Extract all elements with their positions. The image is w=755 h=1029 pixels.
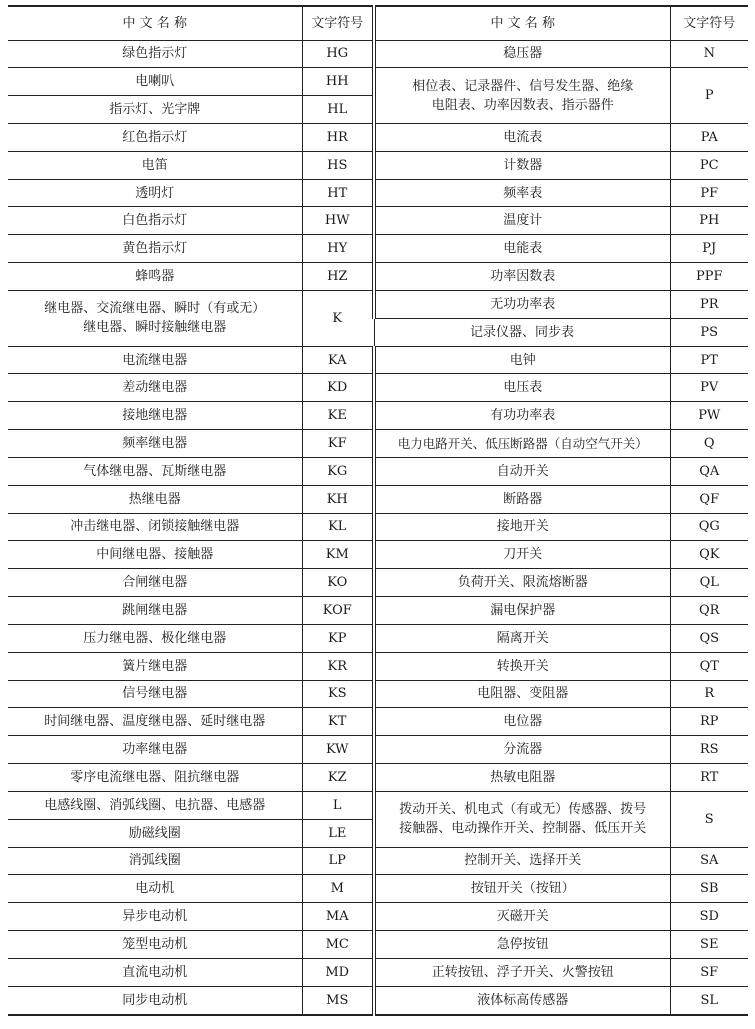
right-name-cell-multiline	[374, 68, 670, 124]
table-row	[8, 791, 748, 819]
right-symbol-cell: QG	[670, 513, 748, 541]
left-name-line: 继电器、交流继电器、瞬时（有或无）	[44, 301, 266, 317]
table-row	[8, 68, 748, 96]
left-name-cell: 功率继电器	[8, 736, 302, 764]
right-name-cell: 稳压器	[374, 40, 670, 68]
table-row	[8, 875, 748, 903]
right-symbol-cell: PR	[670, 290, 748, 318]
right-symbol-header: 文字符号	[670, 6, 748, 40]
right-symbol-cell: SL	[670, 986, 748, 1015]
table-row	[8, 652, 748, 680]
right-symbol-cell: S	[670, 791, 748, 847]
left-name-cell: 黄色指示灯	[8, 235, 302, 263]
right-name-line: 接触器、电动操作开关、控制器、低压开关	[399, 821, 647, 837]
left-symbol-cell: KF	[302, 430, 374, 458]
left-symbol-cell: MS	[302, 986, 374, 1015]
table-row	[8, 986, 748, 1015]
table-row	[8, 708, 748, 736]
right-symbol-cell: PJ	[670, 235, 748, 263]
left-name-cell: 白色指示灯	[8, 207, 302, 235]
left-name-cell: 同步电动机	[8, 986, 302, 1015]
symbol-table	[8, 5, 748, 1016]
left-symbol-cell: HS	[302, 151, 374, 179]
left-name-cell: 电流继电器	[8, 346, 302, 374]
left-symbol-cell: KS	[302, 680, 374, 708]
left-name-cell: 电喇叭	[8, 68, 302, 96]
left-name-cell: 气体继电器、瓦斯继电器	[8, 457, 302, 485]
right-symbol-cell: QR	[670, 597, 748, 625]
right-name-cell: 温度计	[374, 207, 670, 235]
right-symbol-cell: QF	[670, 485, 748, 513]
left-name-cell: 电感线圈、消弧线圈、电抗器、电感器	[8, 791, 302, 819]
left-symbol-cell: HH	[302, 68, 374, 96]
right-symbol-cell: N	[670, 40, 748, 68]
table-header-row	[8, 6, 748, 40]
right-name-cell: 转换开关	[374, 652, 670, 680]
left-symbol-header: 文字符号	[302, 6, 374, 40]
right-symbol-cell: PF	[670, 179, 748, 207]
left-symbol-cell: HZ	[302, 263, 374, 291]
right-symbol-cell: SF	[670, 958, 748, 986]
right-symbol-cell: QT	[670, 652, 748, 680]
left-symbol-cell: KM	[302, 541, 374, 569]
left-symbol-cell: MD	[302, 958, 374, 986]
table-row	[8, 40, 748, 68]
right-symbol-cell: SB	[670, 875, 748, 903]
left-name-cell: 红色指示灯	[8, 123, 302, 151]
left-symbol-cell: HT	[302, 179, 374, 207]
left-name-cell: 消弧线圈	[8, 847, 302, 875]
table-row	[8, 736, 748, 764]
left-symbol-cell: LP	[302, 847, 374, 875]
left-name-cell: 零序电流继电器、阻抗继电器	[8, 764, 302, 792]
right-symbol-cell: PV	[670, 374, 748, 402]
table-row	[8, 931, 748, 959]
right-name-cell: 计数器	[374, 151, 670, 179]
right-name-cell: 功率因数表	[374, 263, 670, 291]
right-symbol-cell: P	[670, 68, 748, 124]
right-name-cell: 电钟	[374, 346, 670, 374]
right-name-cell: 急停按钮	[374, 931, 670, 959]
left-symbol-cell: KZ	[302, 764, 374, 792]
table-row	[8, 346, 748, 374]
right-name-cell: 电压表	[374, 374, 670, 402]
right-symbol-cell: QK	[670, 541, 748, 569]
right-name-cell: 频率表	[374, 179, 670, 207]
left-name-cell-multiline	[8, 290, 302, 346]
right-name-cell: 正转按钮、浮子开关、火警按钮	[374, 958, 670, 986]
left-name-cell: 频率继电器	[8, 430, 302, 458]
table-row	[8, 263, 748, 291]
table-row	[8, 597, 748, 625]
left-name-cell: 热继电器	[8, 485, 302, 513]
left-symbol-cell: KA	[302, 346, 374, 374]
table-row	[8, 541, 748, 569]
table-row	[8, 207, 748, 235]
right-name-cell: 漏电保护器	[374, 597, 670, 625]
table-row	[8, 402, 748, 430]
right-name-line: 相位表、记录器件、信号发生器、绝缘	[412, 78, 634, 94]
left-symbol-cell: L	[302, 791, 374, 819]
left-name-cell: 信号继电器	[8, 680, 302, 708]
left-symbol-cell: MA	[302, 903, 374, 931]
left-symbol-cell: MC	[302, 931, 374, 959]
left-name-cell: 簧片继电器	[8, 652, 302, 680]
right-symbol-cell: RS	[670, 736, 748, 764]
right-symbol-cell: R	[670, 680, 748, 708]
right-symbol-cell: Q	[670, 430, 748, 458]
right-name-cell: 断路器	[374, 485, 670, 513]
table-row	[8, 958, 748, 986]
right-name-cell: 灭磁开关	[374, 903, 670, 931]
left-symbol-cell: LE	[302, 819, 374, 847]
table-row	[8, 151, 748, 179]
table-row	[8, 235, 748, 263]
left-symbol-cell: M	[302, 875, 374, 903]
right-symbol-cell: RP	[670, 708, 748, 736]
right-symbol-cell: QA	[670, 457, 748, 485]
left-name-cell: 励磁线圈	[8, 819, 302, 847]
left-symbol-cell: K	[302, 290, 374, 346]
left-symbol-cell: KT	[302, 708, 374, 736]
left-name-cell: 绿色指示灯	[8, 40, 302, 68]
left-symbol-cell: KL	[302, 513, 374, 541]
left-symbol-cell: KH	[302, 485, 374, 513]
right-symbol-cell: PA	[670, 123, 748, 151]
right-name-cell: 按钮开关（按钮）	[374, 875, 670, 903]
right-name-cell: 电位器	[374, 708, 670, 736]
right-symbol-cell: SE	[670, 931, 748, 959]
left-name-cell: 合闸继电器	[8, 569, 302, 597]
right-name-header: 中 文 名 称	[374, 6, 670, 40]
right-name-cell: 负荷开关、限流熔断器	[374, 569, 670, 597]
right-name-cell: 热敏电阻器	[374, 764, 670, 792]
left-name-cell: 压力继电器、极化继电器	[8, 624, 302, 652]
left-name-cell: 指示灯、光字牌	[8, 96, 302, 124]
right-symbol-cell: PW	[670, 402, 748, 430]
table-row	[8, 179, 748, 207]
right-name-cell: 无功功率表	[374, 290, 670, 318]
right-symbol-cell: SA	[670, 847, 748, 875]
right-symbol-cell: QL	[670, 569, 748, 597]
right-name-cell-multiline	[374, 791, 670, 847]
right-name-cell: 电流表	[374, 123, 670, 151]
left-symbol-cell: KP	[302, 624, 374, 652]
left-symbol-cell: KOF	[302, 597, 374, 625]
table-row	[8, 764, 748, 792]
table-row	[8, 680, 748, 708]
left-name-cell: 直流电动机	[8, 958, 302, 986]
left-name-cell: 电笛	[8, 151, 302, 179]
right-symbol-cell: PC	[670, 151, 748, 179]
right-name-cell: 自动开关	[374, 457, 670, 485]
right-symbol-cell: PS	[670, 318, 748, 346]
right-name-line: 电阻表、功率因数表、指示器件	[431, 97, 614, 113]
left-name-header: 中 文 名 称	[8, 6, 302, 40]
right-symbol-cell: RT	[670, 764, 748, 792]
left-name-cell: 时间继电器、温度继电器、延时继电器	[8, 708, 302, 736]
left-name-cell: 透明灯	[8, 179, 302, 207]
right-name-cell: 分流器	[374, 736, 670, 764]
right-name-cell: 液体标高传感器	[374, 986, 670, 1015]
table-row	[8, 624, 748, 652]
right-name-cell: 有功功率表	[374, 402, 670, 430]
left-name-line: 继电器、瞬时接触继电器	[83, 320, 227, 336]
right-name-cell: 接地开关	[374, 513, 670, 541]
left-symbol-cell: KE	[302, 402, 374, 430]
table-row	[8, 290, 748, 318]
left-symbol-cell: KD	[302, 374, 374, 402]
left-name-cell: 电动机	[8, 875, 302, 903]
right-symbol-cell: PPF	[670, 263, 748, 291]
table-row	[8, 569, 748, 597]
table-row	[8, 513, 748, 541]
right-name-cell: 控制开关、选择开关	[374, 847, 670, 875]
right-symbol-cell: PH	[670, 207, 748, 235]
table-row	[8, 847, 748, 875]
right-name-cell: 电能表	[374, 235, 670, 263]
right-symbol-cell: QS	[670, 624, 748, 652]
left-symbol-cell: KW	[302, 736, 374, 764]
right-name-cell: 隔离开关	[374, 624, 670, 652]
table-row	[8, 485, 748, 513]
left-symbol-cell: KO	[302, 569, 374, 597]
left-name-cell: 接地继电器	[8, 402, 302, 430]
right-name-line: 拨动开关、机电式（有或无）传感器、拨号	[399, 802, 647, 818]
left-symbol-cell: HG	[302, 40, 374, 68]
left-symbol-cell: KR	[302, 652, 374, 680]
left-name-cell: 蜂鸣器	[8, 263, 302, 291]
left-name-cell: 差动继电器	[8, 374, 302, 402]
left-name-cell: 跳闸继电器	[8, 597, 302, 625]
table-row	[8, 903, 748, 931]
table-row	[8, 430, 748, 458]
right-name-cell: 电阻器、变阻器	[374, 680, 670, 708]
symbol-table-sheet	[8, 5, 748, 1016]
left-symbol-cell: KG	[302, 457, 374, 485]
left-symbol-cell: HR	[302, 123, 374, 151]
left-symbol-cell: HY	[302, 235, 374, 263]
right-name-cell: 电力电路开关、低压断路器（自动空气开关）	[374, 430, 670, 458]
table-row	[8, 374, 748, 402]
table-row	[8, 457, 748, 485]
table-row	[8, 123, 748, 151]
left-name-cell: 中间继电器、接触器	[8, 541, 302, 569]
right-name-cell: 记录仪器、同步表	[374, 318, 670, 346]
right-name-cell: 刀开关	[374, 541, 670, 569]
right-symbol-cell: SD	[670, 903, 748, 931]
left-symbol-cell: HW	[302, 207, 374, 235]
left-name-cell: 笼型电动机	[8, 931, 302, 959]
left-name-cell: 冲击继电器、闭锁接触继电器	[8, 513, 302, 541]
right-symbol-cell: PT	[670, 346, 748, 374]
left-symbol-cell: HL	[302, 96, 374, 124]
left-name-cell: 异步电动机	[8, 903, 302, 931]
